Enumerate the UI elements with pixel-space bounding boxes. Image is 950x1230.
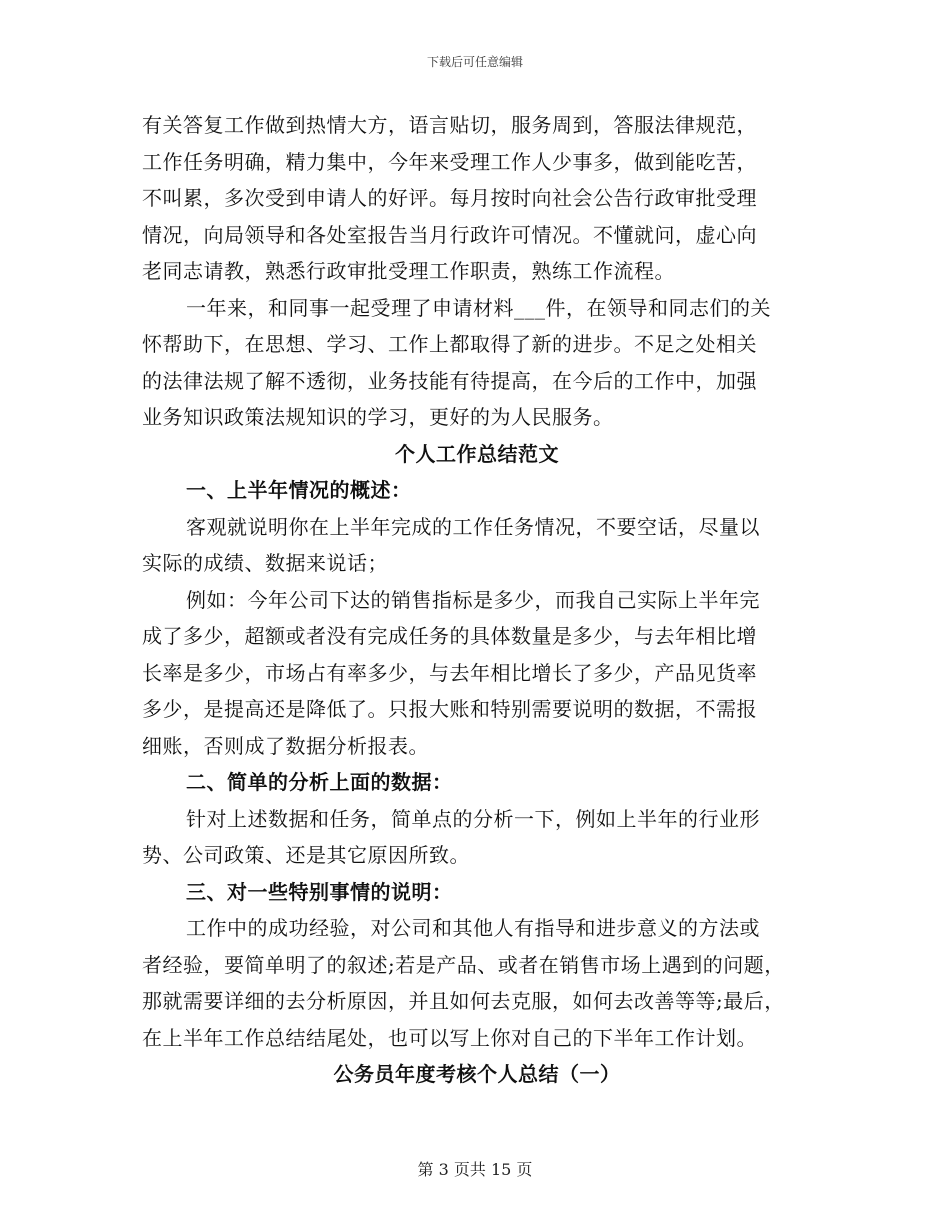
body-line: 工作中的成功经验，对公司和其他人有指导和进步意义的方法或 xyxy=(186,916,760,940)
body-line: 情况，向局领导和各处室报告当月行政许可情况。不懂就问，虚心向 xyxy=(142,222,757,247)
body-line: 那就需要详细的去分析原因，并且如何去克服，如何去改善等等;最后， xyxy=(142,989,785,1013)
body-line: 客观就说明你在上半年完成的工作任务情况，不要空话，尽量以 xyxy=(186,514,760,539)
section-heading: 三、对一些特别事情的说明： xyxy=(186,879,453,904)
body-line: 势、公司政策、还是其它原因所致。 xyxy=(142,843,470,867)
body-line: 针对上述数据和任务，简单点的分析一下，例如上半年的行业形 xyxy=(186,806,760,831)
body-line: 怀帮助下，在思想、学习、工作上都取得了新的进步。不足之处相关 xyxy=(142,332,757,356)
section-heading: 一、上半年情况的概述： xyxy=(186,478,412,502)
page-header: 下载后可任意编辑 xyxy=(426,55,523,69)
section-title: 公务员年度考核个人总结（一） xyxy=(333,1062,621,1086)
body-line: 老同志请教，熟悉行政审批受理工作职责，熟练工作流程。 xyxy=(142,259,675,283)
body-line: 实际的成绩、数据来说话； xyxy=(142,551,388,575)
body-line: 工作任务明确，精力集中，今年来受理工作人少事多，做到能吃苦， xyxy=(142,149,757,174)
body-line: 的法律法规了解不透彻，业务技能有待提高，在今后的工作中，加强 xyxy=(142,368,757,393)
body-line: 有关答复工作做到热情大方，语言贴切，服务周到，答服法律规范， xyxy=(142,113,757,137)
body-line: 在上半年工作总结结尾处，也可以写上你对自己的下半年工作计划。 xyxy=(142,1025,757,1050)
body-line: 一年来，和同事一起受理了申请材料___件，在领导和同志们的关 xyxy=(186,295,771,320)
body-line: 成了多少，超额或者没有完成任务的具体数量是多少，与去年相比增 xyxy=(142,624,757,648)
body-line: 例如：今年公司下达的销售指标是多少，而我自己实际上半年完 xyxy=(186,587,760,612)
body-line: 不叫累，多次受到申请人的好评。每月按时向社会公告行政审批受理 xyxy=(142,186,757,210)
page-number: 第 3 页共 15 页 xyxy=(417,1160,533,1179)
body-line: 多少，是提高还是降低了。只报大账和特别需要说明的数据，不需报 xyxy=(142,697,757,721)
body-line: 者经验，要简单明了的叙述;若是产品、或者在销售市场上遇到的问题， xyxy=(142,952,785,977)
document-body xyxy=(142,107,812,1093)
body-line: 细账，否则成了数据分析报表。 xyxy=(142,733,429,758)
section-heading: 二、简单的分析上面的数据： xyxy=(186,770,453,794)
body-line: 长率是多少，市场占有率多少，与去年相比增长了多少，产品见货率 xyxy=(142,660,757,685)
body-line: 业务知识政策法规知识的学习，更好的为人民服务。 xyxy=(142,405,614,429)
section-title: 个人工作总结范文 xyxy=(395,441,559,466)
